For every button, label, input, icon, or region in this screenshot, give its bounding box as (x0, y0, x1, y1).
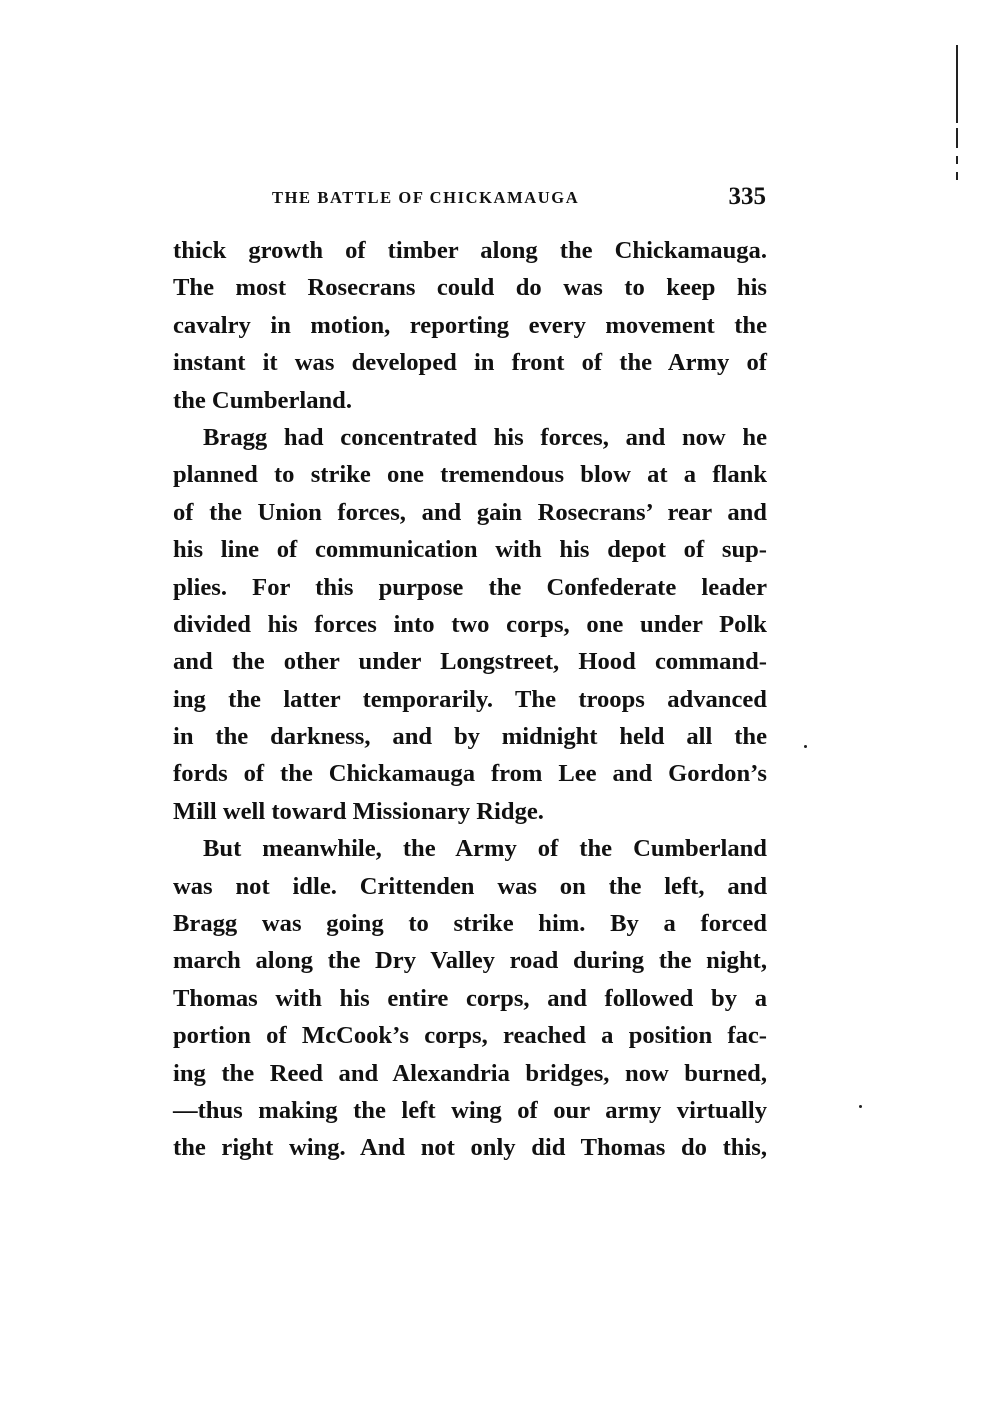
page-number: 335 (728, 183, 766, 210)
text-line: planned to strike one tremendous blow at a flank (173, 461, 767, 489)
text-line: ing the Reed and Alexandria bridges, now burned, (173, 1059, 767, 1087)
text-line: plies. For this purpose the Confederate leader (173, 573, 767, 601)
text-line: thick growth of timber along the Chickamauga. (173, 237, 767, 264)
body-text (173, 232, 767, 1167)
text-line: was not idle. Crittenden was on the left, and (173, 872, 767, 900)
text-line: Mill well toward Missionary Ridge. (173, 797, 544, 825)
text-line: The most Rosecrans could do was to keep his (173, 274, 767, 302)
scan-edge-mark (956, 128, 958, 148)
text-line: —thus making the left wing of our army virtually (173, 1096, 767, 1124)
scan-edge-mark (956, 156, 958, 164)
text-line: of the Union forces, and gain Rosecrans’ rear and (173, 498, 767, 526)
paragraph-2 (173, 419, 767, 830)
text-line: Thomas with his entire corps, and followed by a (173, 984, 767, 1012)
text-line: But meanwhile, the Army of the Cumberland (203, 835, 767, 863)
paragraph-1 (173, 232, 767, 419)
text-line: march along the Dry Valley road during the night, (173, 947, 767, 975)
text-line: fords of the Chickamauga from Lee and Gordon’s (173, 760, 767, 788)
text-line: the right wing. And not only did Thomas do this, (173, 1134, 767, 1162)
text-line: his line of communication with his depot of sup- (173, 536, 767, 564)
text-line: ing the latter temporarily. The troops advanced (173, 685, 767, 713)
text-line: cavalry in motion, reporting every movement the (173, 311, 767, 339)
running-title: THE BATTLE OF CHICKAMAUGA (272, 188, 580, 207)
scan-speck (804, 745, 807, 748)
text-line: portion of McCook’s corps, reached a position fac- (173, 1022, 767, 1050)
scan-edge-mark (956, 45, 958, 123)
text-line: divided his forces into two corps, one under Polk (173, 610, 767, 638)
text-line: instant it was developed in front of the Army of (173, 349, 767, 377)
text-line: in the darkness, and by midnight held all the (173, 723, 767, 751)
paragraph-3 (173, 830, 767, 1167)
text-line: Bragg had concentrated his forces, and now he (203, 423, 767, 451)
running-head (272, 184, 766, 212)
scan-edge-mark (956, 172, 958, 180)
scan-speck (859, 1105, 862, 1108)
text-line: Bragg was going to strike him. By a forced (173, 910, 767, 938)
text-line: the Cumberland. (173, 386, 353, 414)
text-line: and the other under Longstreet, Hood command- (173, 648, 767, 676)
